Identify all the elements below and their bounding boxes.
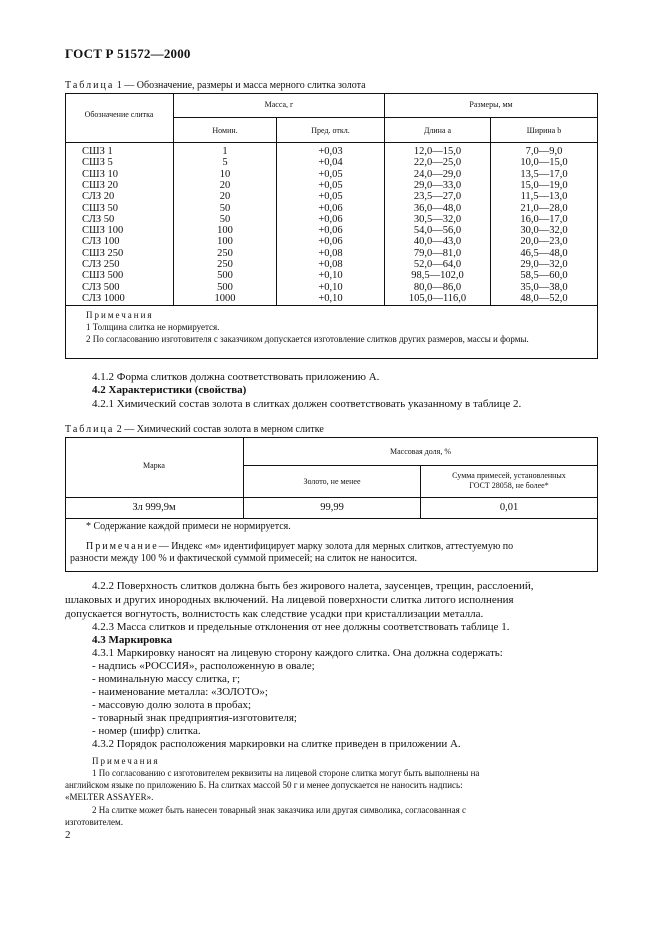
table1-col-sizes: Размеры, мм bbox=[469, 100, 513, 109]
heading-4-2: 4.2 Характеристики (свойства) bbox=[92, 384, 247, 396]
table1-cell-designation: СЛЗ 250 bbox=[82, 259, 120, 270]
notes-title-2: Примечания bbox=[92, 756, 160, 766]
heading-4-3: 4.3 Маркировка bbox=[92, 634, 173, 646]
table1-cell-nominal: 1000 bbox=[214, 292, 236, 304]
table1-cell-nominal: 250 bbox=[217, 247, 233, 259]
table1-cell-nominal: 100 bbox=[217, 236, 233, 248]
table1-cell-length: 30,5—32,0 bbox=[413, 213, 462, 225]
table2-body-rule bbox=[65, 518, 598, 519]
table2-sub-impurities bbox=[421, 471, 597, 491]
table1-cell-designation: СШЗ 50 bbox=[82, 202, 118, 214]
table1-cell-tolerance: +0,08 bbox=[318, 259, 343, 270]
table2-note-label: Примечание bbox=[86, 541, 159, 552]
table2-caption-text: 2 — Химический состав золота в мерном слитке bbox=[116, 424, 324, 435]
table1-cell-designation: СШЗ 100 bbox=[82, 225, 124, 237]
table1-cell-designation: СЛЗ 100 bbox=[82, 236, 120, 248]
table1-body-rule bbox=[65, 305, 598, 306]
table1-cell-designation: СЛЗ 1000 bbox=[82, 292, 125, 304]
table1-cell-tolerance: +0,05 bbox=[318, 168, 343, 180]
table1-cell-nominal: 250 bbox=[217, 259, 233, 270]
table1-caption bbox=[65, 80, 366, 91]
table1-cell-width: 29,0—32,0 bbox=[520, 259, 568, 270]
table1-cell-length: 79,0—81,0 bbox=[413, 247, 462, 259]
table1-cell-designation: СЛЗ 20 bbox=[82, 191, 115, 203]
table2-top-rule bbox=[65, 437, 598, 438]
table1-cell-nominal: 500 bbox=[217, 270, 233, 282]
table1-cell-tolerance: +0,10 bbox=[318, 270, 343, 282]
table1-cell-designation: СЛЗ 500 bbox=[82, 281, 120, 293]
table1-cell-tolerance: +0,05 bbox=[318, 191, 343, 203]
table1-cell-length: 98,5—102,0 bbox=[411, 270, 464, 282]
marking-item-1: - надпись «РОССИЯ», расположенную в овале; bbox=[92, 660, 315, 672]
table1-cell-designation: СШЗ 1 bbox=[82, 146, 113, 157]
table1-top-rule bbox=[65, 93, 598, 94]
table1-cell-width: 30,0—32,0 bbox=[520, 225, 568, 237]
table1-cell-length: 105,0—116,0 bbox=[408, 292, 467, 304]
table2-sub-impurities-line1: Сумма примесей, установленных bbox=[452, 471, 566, 480]
table1-cell-tolerance: +0,10 bbox=[318, 292, 343, 304]
table1-cell-designation: СШЗ 5 bbox=[82, 157, 113, 169]
table1-cell-length: 36,0—48,0 bbox=[413, 202, 462, 214]
table1-cell-width: 35,0—38,0 bbox=[520, 281, 568, 293]
table1-cell-nominal: 500 bbox=[217, 281, 233, 293]
table1-cell-width: 11,5—13,0 bbox=[520, 191, 568, 203]
table1-cell-length: 29,0—33,0 bbox=[413, 179, 462, 191]
table1-notes-title: Примечания bbox=[86, 310, 154, 320]
note-1-line3: «MELTER ASSAYER». bbox=[65, 792, 154, 802]
table1-cell-width: 16,0—17,0 bbox=[520, 213, 568, 225]
marking-item-5: - товарный знак предприятия-изготовителя; bbox=[92, 712, 297, 724]
table1-cell-designation: СШЗ 20 bbox=[82, 179, 118, 191]
table1-cell-length: 23,5—27,0 bbox=[413, 191, 462, 203]
note-1-line2: английском языке по приложению Б. На слитках массой 50 г и менее допускается не наносить надпись: bbox=[65, 780, 463, 790]
paragraph-4-2-1: 4.2.1 Химический состав золота в слитках должен соответствовать указанному в таблице 2. bbox=[92, 398, 522, 410]
table2-bottom-rule bbox=[65, 571, 598, 572]
table1-cell-length: 22,0—25,0 bbox=[413, 157, 462, 169]
table1-cell-nominal: 20 bbox=[219, 179, 231, 191]
table2-cell-grade: Зл 999,9м bbox=[132, 502, 176, 513]
table2-note-text-1: — Индекс «м» идентифицирует марку золота для мерных слитков, аттестуемую по bbox=[158, 541, 514, 552]
table1-cell-tolerance: +0,08 bbox=[318, 247, 343, 259]
table1-cell-width: 58,5—60,0 bbox=[520, 270, 568, 282]
table2-note-line2: разности между 100 % и фактической суммой примесей; на слиток не наносится. bbox=[70, 553, 418, 564]
marking-item-6: - номер (шифр) слитка. bbox=[92, 725, 201, 737]
table1-cell-designation: СШЗ 500 bbox=[82, 270, 124, 282]
table1-col-mass: Масса, г bbox=[264, 100, 294, 109]
table1-note-1: 1 Толщина слитка не нормируется. bbox=[86, 322, 220, 332]
paragraph-4-3-1: 4.3.1 Маркировку наносят на лицевую сторону каждого слитка. Она должна содержать: bbox=[92, 647, 503, 659]
note-1-line1: 1 По согласованию с изготовителем реквизиты на лицевой стороне слитка могут быть выполнены на bbox=[92, 768, 480, 778]
table1-cell-length: 24,0—29,0 bbox=[413, 168, 462, 180]
table1-sub-width: Ширина b bbox=[526, 126, 562, 135]
table1-cell-width: 15,0—19,0 bbox=[520, 179, 568, 191]
table1-cell-width: 7,0—9,0 bbox=[525, 146, 563, 157]
table1-cell-designation: СШЗ 250 bbox=[82, 247, 124, 259]
table1-sub-nominal: Номин. bbox=[212, 126, 238, 135]
table1-sub-tolerance: Пред. откл. bbox=[311, 126, 350, 135]
marking-item-2: - номинальную массу слитка, г; bbox=[92, 673, 240, 685]
table1-cell-designation: СШЗ 10 bbox=[82, 168, 118, 180]
table1-cell-nominal: 50 bbox=[219, 202, 231, 214]
table1-col-designation: Обозначение слитка bbox=[84, 110, 154, 119]
table1-header-rule bbox=[65, 142, 598, 143]
table2-header-rule bbox=[65, 497, 598, 498]
table2-col-mass-fraction: Массовая доля, % bbox=[390, 447, 451, 456]
table1-cell-width: 10,0—15,0 bbox=[520, 157, 568, 169]
table1-cell-width: 48,0—52,0 bbox=[520, 292, 568, 304]
table1-cell-nominal: 100 bbox=[217, 225, 233, 237]
table1-cell-nominal: 20 bbox=[219, 191, 231, 203]
table1-cell-nominal: 10 bbox=[219, 168, 231, 180]
table1-cell-tolerance: +0,06 bbox=[318, 225, 343, 237]
table1-cell-tolerance: +0,06 bbox=[318, 213, 343, 225]
table1-cell-tolerance: +0,05 bbox=[318, 179, 343, 191]
table2-caption bbox=[65, 424, 324, 435]
table1-cell-tolerance: +0,06 bbox=[318, 236, 343, 248]
table1-caption-label: Таблица bbox=[65, 80, 115, 91]
table1-cell-width: 46,5—48,0 bbox=[520, 247, 568, 259]
table1-cell-length: 80,0—86,0 bbox=[413, 281, 462, 293]
table1-cell-tolerance: +0,10 bbox=[318, 281, 343, 293]
table1-cell-nominal: 50 bbox=[219, 213, 231, 225]
standard-header: ГОСТ Р 51572—2000 bbox=[65, 46, 191, 61]
table1-cell-length: 54,0—56,0 bbox=[413, 225, 462, 237]
table2-sub-impurities-line2: ГОСТ 28058, не более* bbox=[469, 481, 549, 490]
table2-note-line1 bbox=[86, 541, 513, 553]
table1-cell-tolerance: +0,06 bbox=[318, 202, 343, 214]
table1-sub-length: Длина a bbox=[423, 126, 452, 135]
table1-cell-width: 13,5—17,0 bbox=[520, 168, 568, 180]
table1-cell-width: 21,0—28,0 bbox=[520, 202, 568, 214]
table1-cell-nominal: 1 bbox=[222, 146, 228, 157]
table1-caption-text: 1 — Обозначение, размеры и масса мерного слитка золота bbox=[116, 80, 366, 91]
paragraph-4-2-2-line1: 4.2.2 Поверхность слитков должна быть без жирового налета, заусенцев, трещин, расслоений, bbox=[92, 580, 534, 592]
table2-caption-label: Таблица bbox=[65, 424, 115, 435]
table1-cell-tolerance: +0,03 bbox=[318, 146, 343, 157]
table1-cell-nominal: 5 bbox=[222, 157, 228, 169]
table1-right-border bbox=[597, 93, 598, 358]
table1-cell-length: 12,0—15,0 bbox=[413, 146, 462, 157]
paragraph-4-2-3: 4.2.3 Масса слитков и предельные отклонения от нее должны соответствовать таблице 1. bbox=[92, 621, 510, 633]
paragraph-4-3-2: 4.3.2 Порядок расположения маркировки на слитке приведен в приложении А. bbox=[92, 738, 461, 750]
table1-cell-length: 52,0—64,0 bbox=[413, 259, 462, 270]
table2-sub-gold: Золото, не менее bbox=[303, 477, 361, 486]
table2-col-grade: Марка bbox=[143, 461, 165, 470]
note-2-line1: 2 На слитке может быть нанесен товарный знак заказчика или другая символика, согласованная с bbox=[92, 805, 467, 815]
table2-cell-impurities: 0,01 bbox=[499, 502, 519, 513]
table1-cell-length: 40,0—43,0 bbox=[413, 236, 462, 248]
table1-subheader-rule bbox=[173, 117, 598, 118]
paragraph-4-1-2: 4.1.2 Форма слитков должна соответствовать приложению А. bbox=[92, 371, 380, 383]
paragraph-4-2-2-line3: допускается вогнутость, волнистость как следствие усадки при кристаллизации металла. bbox=[65, 608, 484, 620]
table1-bottom-rule bbox=[65, 358, 598, 359]
table1-left-border bbox=[65, 93, 66, 358]
table1-cell-tolerance: +0,04 bbox=[318, 157, 343, 169]
table2-cell-gold: 99,99 bbox=[320, 502, 344, 513]
page-number: 2 bbox=[65, 829, 71, 841]
table2-footnote: * Содержание каждой примеси не нормируется. bbox=[86, 521, 291, 532]
note-2-line2: изготовителем. bbox=[65, 817, 123, 827]
table2-right-border bbox=[597, 437, 598, 571]
table1-cell-designation: СЛЗ 50 bbox=[82, 213, 115, 225]
table1-cell-width: 20,0—23,0 bbox=[520, 236, 568, 248]
marking-item-4: - массовую долю золота в пробах; bbox=[92, 699, 252, 711]
marking-item-3: - наименование металла: «ЗОЛОТО»; bbox=[92, 686, 268, 698]
paragraph-4-2-2-line2: шлаковых и других инородных включений. На лицевой поверхности слитка литого исполнения bbox=[65, 594, 514, 606]
table1-note-2: 2 По согласованию изготовителя с заказчиком допускается изготовление слитков других размеров, массы и формы. bbox=[86, 334, 529, 344]
